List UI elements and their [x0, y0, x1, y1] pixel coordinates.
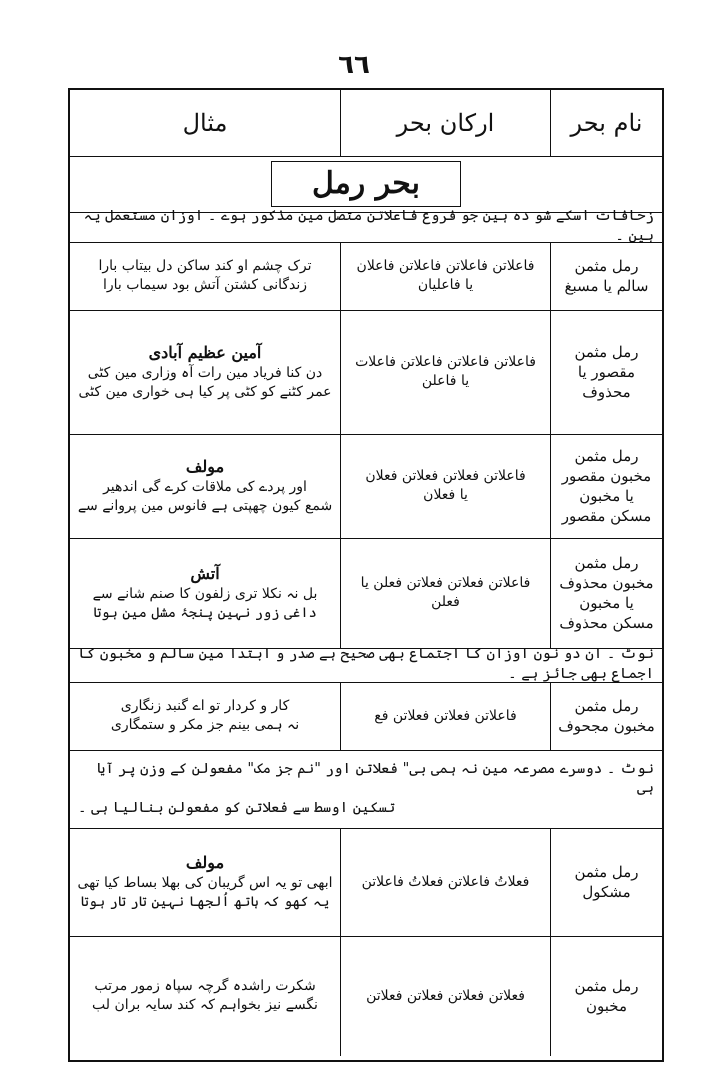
intro-row	[70, 208, 662, 244]
arkan-line: یا فاعلن	[421, 373, 470, 389]
meter-name: رمل مثمن مخبون مقصور یا مخبون مسکن مقصور	[550, 434, 662, 538]
meter-example	[70, 538, 340, 648]
note-text: نوٹ ۔ ان دو نون اوزان کا اجتماع بھی صحیح ہے صدر و ابتدا مین سالم و مخبون کا اجماع بھی جائز ہے ۔	[78, 646, 654, 682]
arkan-line: فاعلاتن فعلاتن فعلاتن فعلان	[365, 468, 526, 485]
meter-name: رمل مثمن مقصور یا محذوف	[550, 310, 662, 434]
note-row	[70, 750, 662, 829]
table-row	[70, 310, 662, 435]
meter-name: رمل مثمن مخبون مجحوف	[550, 682, 662, 750]
intro-note: زحافات اسکے شو دہ ہین جو فروع فاعلاتن متصل مین مذکور ہوے ۔ اوزان مستعمل یہ ہین ۔	[83, 208, 654, 244]
verse-line: بل نہ نکلا تری زلفون کا صنم شانے سے	[92, 585, 318, 602]
verse-line: شمع کیون چھپتی ہے فانوس مین پروانے سے	[77, 497, 333, 514]
verse-line: یہ کھو کہ ہاتھ اُلجھا نہین تار تار ہوتا	[80, 893, 330, 910]
table-row	[70, 682, 662, 751]
prosody-table	[68, 88, 664, 1062]
table-row	[70, 936, 662, 1056]
verse-line: زندگانی کشتن آتش بود سیماب بارا	[102, 277, 308, 293]
meter-name: رمل مثمن سالم یا مسبغ	[550, 242, 662, 310]
verse-line: ترک چشم او کند ساکن دل بیتاب بارا	[98, 258, 312, 275]
table-row	[70, 538, 662, 649]
meter-example	[70, 242, 340, 310]
meter-example	[70, 936, 340, 1056]
arkan-line: فاعلاتن فعلاتن فعلاتن فع	[374, 707, 517, 724]
header-name: نام بحر	[550, 90, 662, 156]
arkan-line: یا فاعلیان	[417, 277, 474, 293]
meter-arkan	[340, 242, 550, 310]
poet-heading: مولف	[185, 853, 225, 873]
arkan-line: فاعلاتن فعلاتن فعلاتن فعلن یا فعلن	[360, 575, 531, 610]
meter-arkan	[340, 936, 550, 1056]
meter-arkan	[340, 538, 550, 648]
note-row	[70, 648, 662, 683]
meter-arkan	[340, 310, 550, 434]
header-example: مثال	[182, 108, 228, 137]
meter-example	[70, 310, 340, 434]
arkan-line: فاعلاتن فاعلاتن فاعلاتن فاعلان	[356, 258, 535, 275]
table-row	[70, 434, 662, 539]
verse-line: نہ ہمی بینم جز مکر و ستمگاری	[110, 717, 300, 733]
meter-name: رمل مثمن مشکول	[550, 828, 662, 936]
poet-heading: مولف	[185, 457, 225, 477]
table-row	[70, 828, 662, 937]
poet-heading: آمین عظیم آبادی	[148, 343, 262, 363]
verse-line: ابھی تو یہ اس گریبان کی بھلا بساط کیا تھی	[77, 874, 333, 891]
arkan-line: فعلاتن فعلاتن فعلاتن فعلاتن	[366, 987, 525, 1004]
arkan-line: یا فعلان	[423, 487, 468, 503]
verse-line: شکرت راشدہ گرچہ سپاہ زمور مرتب	[94, 978, 316, 995]
meter-arkan	[340, 682, 550, 750]
verse-line: دن کنا فریاد مین رات آہ وزاری مین کٹی	[87, 364, 323, 381]
note-text	[70, 750, 662, 828]
verse-line: نگسے نیز بخواہم کہ کند سایہ بران لب	[92, 997, 318, 1013]
meter-example	[70, 682, 340, 750]
meter-example	[70, 434, 340, 538]
note-line: نوٹ ۔ دوسرے مصرعہ مین نہ ہمی بی" فعلاتن اور "نم جز مک" مفعولن کے وزن پر آیا ہی	[96, 760, 654, 797]
poet-heading: آتش	[190, 564, 220, 584]
meter-arkan	[340, 828, 550, 936]
note-line: تسکین اوسط سے فعلاتن کو مفعولن بنالیا ہی ۔	[78, 799, 396, 816]
verse-line: کار و کردار تو اے گنبد زنگاری	[120, 698, 290, 715]
meter-arkan	[340, 434, 550, 538]
verse-line: اور پردے کی ملاقات کرے گی اندھیر	[103, 478, 307, 495]
verse-line: عمر کٹنے کو کٹی پر کیا ہی خواری مین کٹی	[78, 383, 332, 400]
page-number: ٦٦	[338, 50, 370, 80]
meter-name: رمل مثمن مخبون محذوف یا مخبون مسکن محذوف	[550, 538, 662, 648]
arkan-line: فاعلاتن فاعلاتن فاعلاتن فاعلات	[355, 354, 536, 371]
header-arkan: ارکان بحر	[340, 90, 550, 156]
verse-line: داغی زور نہین پنجۂ مشل مین ہوتا	[93, 604, 317, 621]
meter-name: رمل مثمن مخبون	[550, 936, 662, 1056]
table-header	[70, 90, 662, 157]
bahr-title-row	[70, 156, 662, 213]
bahr-title: بحر رمل	[271, 161, 461, 208]
table-row	[70, 242, 662, 311]
arkan-line: فعلاتُ فاعلاتن فعلاتُ فاعلاتن	[361, 873, 530, 890]
meter-example	[70, 828, 340, 936]
